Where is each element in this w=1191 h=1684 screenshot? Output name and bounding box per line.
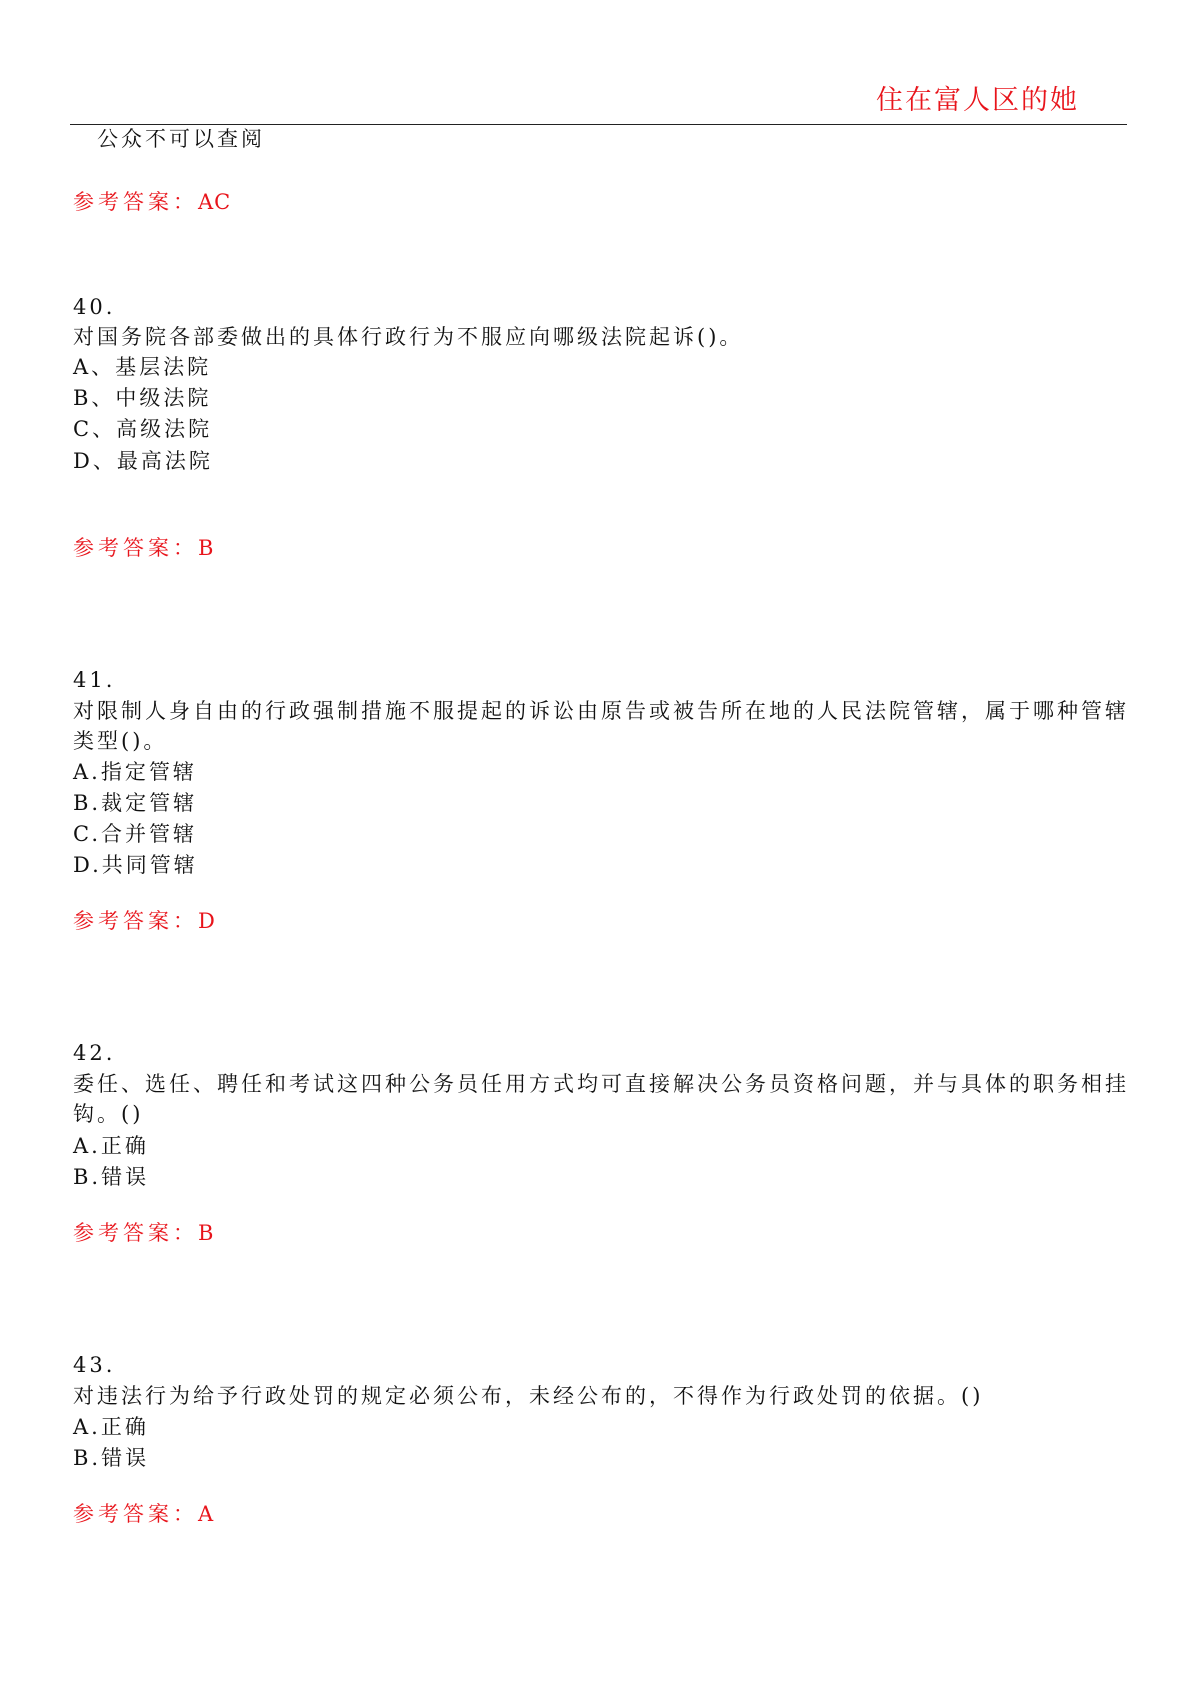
answer-line: [73, 533, 214, 563]
question-number: 43.: [73, 1353, 116, 1377]
answer-line: [73, 1218, 214, 1248]
answer-label: 参考答案：: [73, 536, 198, 560]
option-b: B.错误: [73, 1446, 150, 1470]
option-continuation: 公众不可以查阅: [97, 127, 265, 151]
option-a: A.指定管辖: [73, 760, 197, 784]
question-stem: 对限制人身自由的行政强制措施不服提起的诉讼由原告或被告所在地的人民法院管辖，属于哪种管辖: [73, 699, 1129, 723]
question-number: 40.: [73, 295, 116, 319]
question-number: 41.: [73, 668, 116, 692]
question-stem-continued: 钩。(): [73, 1102, 144, 1126]
answer-line: [73, 906, 216, 936]
question-number: 42.: [73, 1041, 116, 1065]
answer-value: A: [198, 1502, 215, 1526]
answer-value: B: [198, 536, 215, 560]
answer-value: B: [198, 1221, 215, 1245]
option-d: D、最高法院: [73, 449, 213, 473]
answer-label: 参考答案：: [73, 1502, 198, 1526]
option-a: A.正确: [73, 1134, 149, 1158]
answer-value: D: [198, 909, 216, 933]
answer-label: 参考答案：: [73, 190, 198, 214]
option-a: A.正确: [73, 1415, 149, 1439]
question-stem: 对违法行为给予行政处罚的规定必须公布，未经公布的，不得作为行政处罚的依据。(): [73, 1384, 984, 1408]
answer-line: [73, 187, 231, 217]
question-stem: 委任、选任、聘任和考试这四种公务员任用方式均可直接解决公务员资格问题，并与具体的职务相挂: [73, 1072, 1129, 1096]
option-c: C、高级法院: [73, 417, 213, 441]
answer-label: 参考答案：: [73, 909, 198, 933]
answer-value: AC: [198, 190, 232, 214]
question-stem-continued: 类型()。: [73, 729, 168, 753]
option-c: C.合并管辖: [73, 822, 197, 846]
option-b: B、中级法院: [73, 386, 212, 410]
answer-label: 参考答案：: [73, 1221, 198, 1245]
option-d: D.共同管辖: [73, 853, 198, 877]
option-a: A、基层法院: [73, 355, 212, 379]
question-stem: 对国务院各部委做出的具体行政行为不服应向哪级法院起诉()。: [73, 325, 744, 349]
answer-line: [73, 1499, 214, 1529]
header-title: 住在富人区的她: [876, 85, 1079, 116]
option-b: B.错误: [73, 1165, 150, 1189]
option-b: B.裁定管辖: [73, 791, 198, 815]
